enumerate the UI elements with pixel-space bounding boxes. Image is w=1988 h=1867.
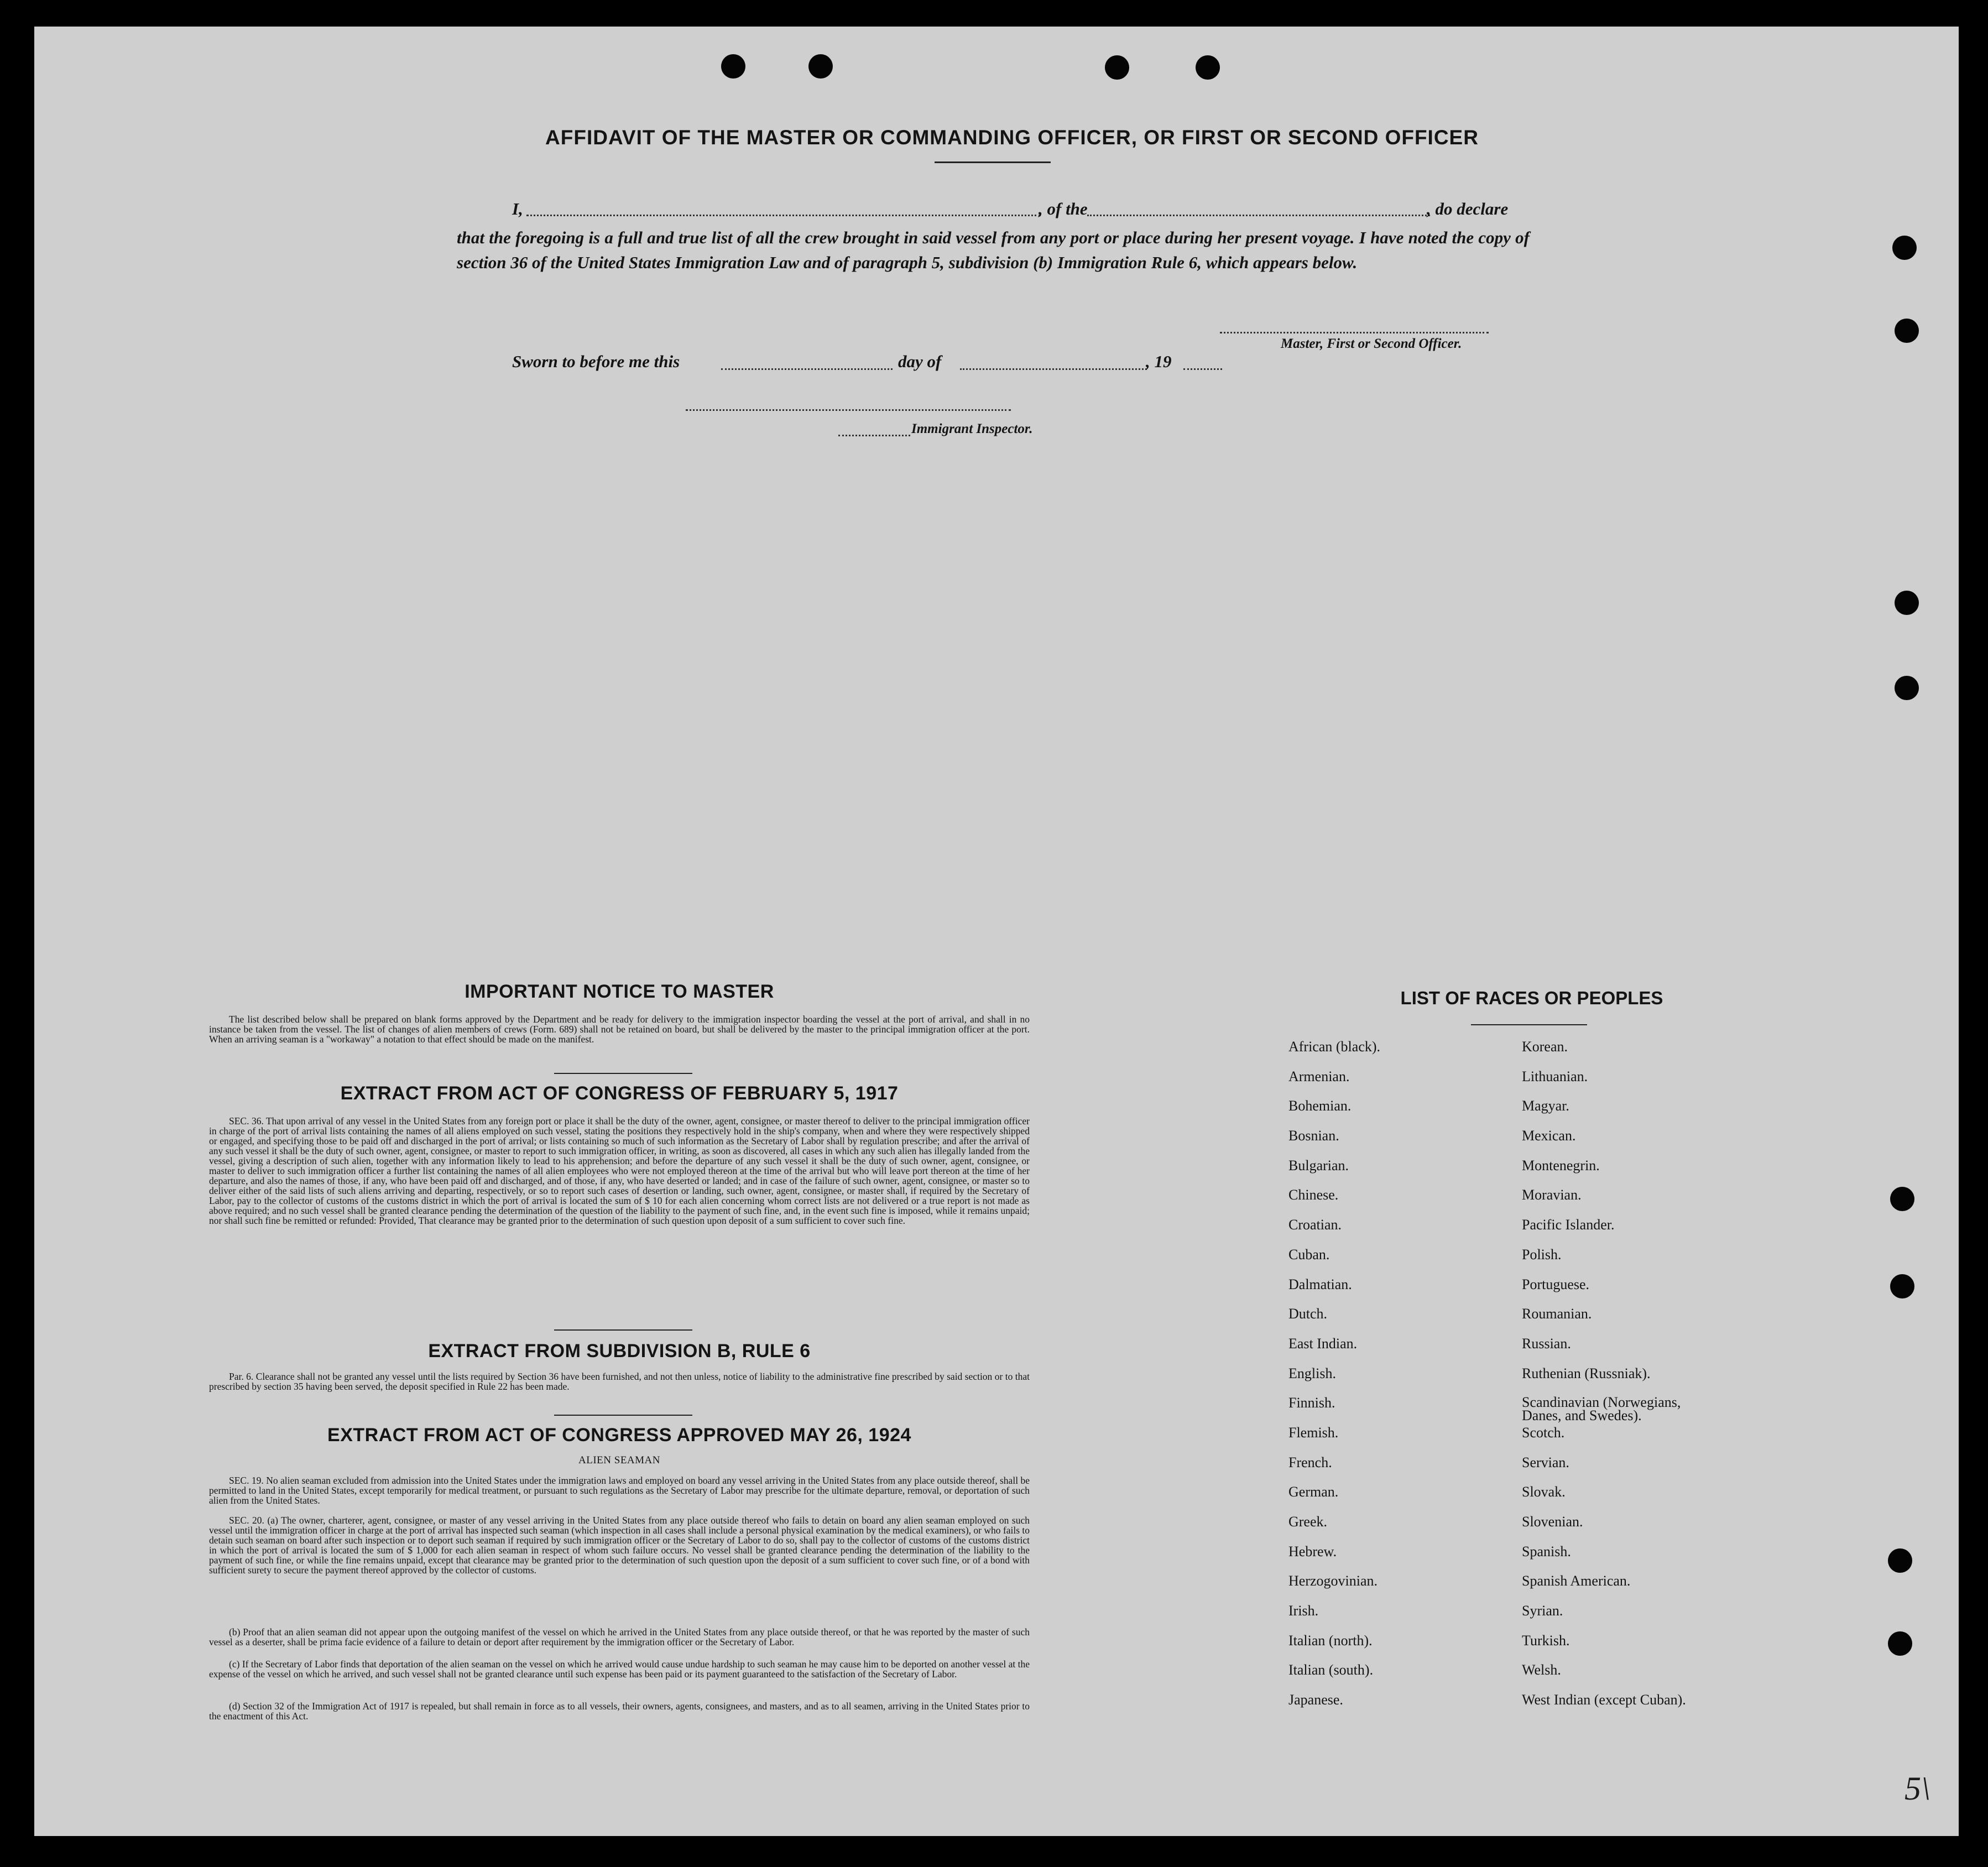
extract-1917-text: SEC. 36. That upon arrival of any vessel in the United States from any foreign port or place it shall be the duty of the owner, agent, consignee, or master thereof to deliver to the principal immigration officer in charge of the port of arrival lists containing the names of all aliens employed on such vessel, stating the positions they respectively hold in the ship's company, when and where they were respectively shipped or engaged, and specifying those to be paid off and discharged in the port of arrival; or lists containing so much of such information as the Secretary of Labor shall by regulation prescribe; and after the arrival of any such vessel it shall be the duty of such owner, agent, consignee, or master to report to such immigration officer, in writing, as soon as discovered, all cases in which any such alien has illegally landed from the vessel, giving a description of such alien, together with any information likely to lead to his apprehension; and before the departure of any such vessel it shall be the duty of such owner, agent, consignee, or master to deliver to such immigration officer a further list containing the names of all alien employees who were not employed thereon at the time of the arrival but who will leave port thereon at the time of her departure, and also the names of those, if any, who have been paid off and discharged, and of those, if any, who have deserted or landed; and in case of the failure of such owner, agent, consignee, or master so to deliver either of the said lists of such aliens arriving and departing, respectively, or so to report such cases of desertion or landing, such owner, agent, consignee, or master shall, if required by the Secretary of Labor, pay to the collector of customs of the customs district in which the port of arrival is located the sum of $ 10 for each alien concerning whom correct lists are not delivered or a true report is not made as above required; and no such vessel shall be granted clearance pending the determination of the question of the liability to the payment of such fine, and, in the event such fine is imposed, while it remains unpaid; nor shall such fine be remitted or refunded: Provided, That clearance may be granted prior to the determination of such question upon deposit of a sum sufficient to cover such fine. — [209, 1115, 1030, 1226]
race-item — [1522, 1456, 1721, 1485]
section-divider — [554, 1073, 692, 1074]
race-label: Flemish. — [1288, 1424, 1339, 1441]
affidavit-i: I, — [512, 199, 523, 218]
punch-hole — [1890, 1187, 1914, 1211]
races-divider — [1471, 1024, 1587, 1025]
race-item — [1522, 1634, 1721, 1663]
race-label: African (black). — [1288, 1039, 1381, 1055]
race-label: Slovak. — [1522, 1484, 1566, 1500]
race-label: Spanish. — [1522, 1543, 1571, 1560]
race-item — [1522, 1693, 1721, 1723]
race-item — [1288, 1070, 1380, 1099]
punch-hole — [1888, 1548, 1912, 1573]
extract-1924-sec20b: (b) Proof that an alien seaman did not appear upon the outgoing manifest of the vessel on which he arrived in the United States from any place outside thereof, or that he was reported by the master of such vessel as a deserter, shall be prima facie evidence of a failure to detain or deport after requirement by the immigration officer or the Secretary of Labor. — [209, 1626, 1030, 1647]
race-label: Welsh. — [1522, 1662, 1561, 1678]
race-item — [1288, 1515, 1380, 1545]
race-item — [1522, 1277, 1721, 1307]
punch-hole — [1895, 591, 1919, 615]
race-item — [1522, 1218, 1721, 1248]
race-item — [1288, 1277, 1380, 1307]
inspector-signature-line — [686, 409, 1011, 411]
affidavit-of-the: , of the — [1039, 199, 1088, 218]
race-item — [1288, 1604, 1380, 1634]
race-item — [1522, 1663, 1721, 1693]
race-label: English. — [1288, 1365, 1336, 1381]
sworn-year-label: , 19 — [1146, 352, 1172, 371]
race-label: Turkish. — [1522, 1632, 1570, 1649]
race-label: Irish. — [1288, 1603, 1319, 1619]
race-item — [1288, 1574, 1380, 1604]
race-label: Magyar. — [1522, 1098, 1569, 1114]
race-label: Russian. — [1522, 1335, 1571, 1352]
inspector-label: Immigrant Inspector. — [911, 421, 1033, 436]
punch-hole — [1892, 236, 1917, 260]
extract-1924-sec19: SEC. 19. No alien seaman excluded from admission into the United States under the immigration laws and employed on board any vessel arriving in the United States from any place outside thereof, shall be permitted to land in the United States, except temporarily for medical treatment, or pursuant to such regulations as the Secretary of Labor may prescribe for the ultimate departure, removal, or deportation of such alien from the United States. — [209, 1475, 1030, 1506]
race-label: Servian. — [1522, 1454, 1569, 1470]
sworn-year-blank — [1183, 368, 1222, 370]
master-signature-label: Master, First or Second Officer. — [1281, 336, 1462, 351]
alien-seaman-subtitle: ALIEN SEAMAN — [578, 1454, 660, 1466]
punch-hole — [1895, 319, 1919, 343]
sworn-prefix: Sworn to before me this — [512, 352, 680, 371]
race-label: Chinese. — [1288, 1187, 1339, 1203]
race-item — [1288, 1396, 1380, 1426]
races-title: LIST OF RACES OR PEOPLES — [1400, 988, 1663, 1008]
race-item — [1288, 1248, 1380, 1277]
race-item — [1288, 1159, 1380, 1188]
race-item — [1522, 1070, 1721, 1099]
race-label: East Indian. — [1288, 1335, 1358, 1352]
race-label: Bohemian. — [1288, 1098, 1352, 1114]
race-item — [1288, 1367, 1380, 1396]
notice-text: The list described below shall be prepared on blank forms approved by the Department and be ready for delivery to the immigration inspector boarding the vessel at the port of arrival, and shall in no instance be taken from the vessel. The list of changes of alien members of crews (Form. 689) shall not be retained on board, but shall be delivered by the master to the principal immigration officer at the port. When an arriving seaman is a "workaway" a notation to that effect should be made on the manifest. — [209, 1014, 1030, 1045]
race-item — [1522, 1159, 1721, 1188]
extract-1924-title: EXTRACT FROM ACT OF CONGRESS APPROVED MAY 26, 1924 — [327, 1425, 911, 1446]
race-label: Bosnian. — [1288, 1128, 1339, 1144]
sworn-day-label: day of — [898, 352, 942, 371]
race-label: Italian (south). — [1288, 1662, 1374, 1678]
margin-handwritten-mark: 5\ — [1904, 1770, 1930, 1807]
punch-hole — [1196, 55, 1220, 80]
race-label: Slovenian. — [1522, 1514, 1583, 1530]
section-divider — [554, 1415, 692, 1416]
race-item — [1288, 1307, 1380, 1337]
punch-hole — [808, 54, 833, 79]
race-label: German. — [1288, 1484, 1339, 1500]
race-label: Moravian. — [1522, 1187, 1582, 1203]
race-label: Mexican. — [1522, 1128, 1576, 1144]
race-label: Dutch. — [1288, 1306, 1328, 1322]
race-label: French. — [1288, 1454, 1332, 1470]
race-label: West Indian (except Cuban). — [1522, 1692, 1686, 1708]
race-item — [1288, 1188, 1380, 1218]
race-label: Polish. — [1522, 1246, 1562, 1263]
races-right-column — [1522, 1040, 1721, 1723]
races-left-column — [1288, 1040, 1380, 1723]
notice-title: IMPORTANT NOTICE TO MASTER — [465, 981, 774, 1002]
race-item — [1522, 1099, 1721, 1129]
race-label: Japanese. — [1288, 1692, 1343, 1708]
race-label: Scandinavian (Norwegians, Danes, and Swedes). — [1522, 1394, 1681, 1424]
race-label: Cuban. — [1288, 1246, 1330, 1263]
race-item — [1288, 1545, 1380, 1574]
vessel-blank — [1087, 215, 1430, 216]
race-item — [1288, 1456, 1380, 1485]
race-label: Lithuanian. — [1522, 1068, 1588, 1084]
race-item — [1522, 1188, 1721, 1218]
race-label: Ruthenian (Russniak). — [1522, 1365, 1651, 1381]
race-label: Bulgarian. — [1288, 1157, 1349, 1174]
race-item — [1288, 1129, 1380, 1159]
race-item — [1288, 1099, 1380, 1129]
race-item — [1522, 1574, 1721, 1604]
race-item — [1288, 1337, 1380, 1367]
punch-hole — [1105, 55, 1129, 80]
extract-1924-sec20a: SEC. 20. (a) The owner, charterer, agent, consignee, or master of any vessel arriving in the United States from any place outside thereof who fails to detain on board any alien seaman employed on such vessel until the immigration officer in charge at the port of arrival has inspected such seaman (which inspection in all cases shall include a personal physical examination by the medical examiners), or who fails to detain such seaman on board after such inspection or to deport such seaman if required by such immigration officer or the Secretary of Labor to do so, shall pay to the collector of customs of the customs district in which the port of arrival is located the sum of $ 1,000 for each alien seaman in respect of whom such failure occurs. No vessel shall be granted clearance pending the determination of the liability to the payment of such fine, or while the fine remains unpaid, except that clearance may be granted prior to the determination of such question upon the deposit of a sum sufficient to cover such fine, or of a bond with sufficient surety to secure the payment thereof approved by the collector of customs. — [209, 1515, 1030, 1576]
race-item — [1522, 1129, 1721, 1159]
race-label: Dalmatian. — [1288, 1276, 1352, 1292]
race-label: Scotch. — [1522, 1424, 1565, 1441]
affidavit-body: that the foregoing is a full and true list of all the crew brought in said vessel from any port or place during her present voyage. I have noted the copy of section 36 of the United States Immigration Law and of paragraph 5, subdivision (b) Immigration Rule 6, which appears below. — [457, 228, 1530, 272]
extract-1924-sec20d: (d) Section 32 of the Immigration Act of 1917 is repealed, but shall remain in force as to all vessels, their owners, agents, consignees, and masters, and as to all seamen, arriving in the United States prior to the enactment of this Act. — [209, 1701, 1030, 1722]
inspector-prefix-dots — [838, 435, 910, 436]
rule6-text: Par. 6. Clearance shall not be granted any vessel until the lists required by Section 36 have been furnished, and not then unless, notice of liability to the administrative fine prescribed by said section or to that prescribed by section 35 having been served, the deposit specified in Rule 22 has been made. — [209, 1371, 1030, 1392]
race-label: Greek. — [1288, 1514, 1328, 1530]
race-label: Croatian. — [1288, 1217, 1342, 1233]
race-item — [1288, 1040, 1380, 1070]
extract-1917-title: EXTRACT FROM ACT OF CONGRESS OF FEBRUARY 5, 1917 — [340, 1083, 899, 1104]
race-item — [1288, 1693, 1380, 1723]
punch-hole — [1888, 1631, 1912, 1656]
sworn-day-blank — [721, 368, 893, 370]
race-label: Hebrew. — [1288, 1543, 1337, 1560]
race-label: Roumanian. — [1522, 1306, 1592, 1322]
race-label: Italian (north). — [1288, 1632, 1373, 1649]
race-item — [1522, 1545, 1721, 1574]
race-item — [1522, 1040, 1721, 1070]
punch-hole — [721, 54, 745, 79]
race-label: Spanish American. — [1522, 1573, 1631, 1589]
race-label: Finnish. — [1288, 1395, 1335, 1411]
race-item — [1288, 1663, 1380, 1693]
race-label: Korean. — [1522, 1039, 1568, 1055]
race-label: Herzogovinian. — [1288, 1573, 1378, 1589]
name-blank — [526, 215, 1041, 216]
race-item — [1522, 1485, 1721, 1515]
race-item — [1288, 1485, 1380, 1515]
race-item — [1522, 1367, 1721, 1396]
rule6-title: EXTRACT FROM SUBDIVISION B, RULE 6 — [428, 1341, 811, 1362]
race-item — [1522, 1248, 1721, 1277]
extract-1924-sec20c: (c) If the Secretary of Labor finds that deportation of the alien seaman on the vessel on which he arrived would cause undue hardship to such seaman he may cause him to be deported on another vessel at the expense of the vessel on which he arrived, and such vessel shall not be granted clearance until such expense has been paid or its payment guaranteed to the satisfaction of the Secretary of Labor. — [209, 1659, 1030, 1680]
race-item — [1522, 1307, 1721, 1337]
race-label: Armenian. — [1288, 1068, 1350, 1084]
title-divider — [935, 161, 1051, 163]
race-item — [1288, 1634, 1380, 1663]
punch-hole — [1890, 1274, 1914, 1298]
master-signature-line — [1220, 332, 1489, 333]
sworn-month-blank — [960, 368, 1147, 370]
race-item — [1522, 1337, 1721, 1367]
punch-hole — [1895, 676, 1919, 700]
race-item — [1288, 1426, 1380, 1456]
race-item — [1522, 1515, 1721, 1545]
section-divider — [554, 1329, 692, 1331]
race-label: Montenegrin. — [1522, 1157, 1600, 1174]
race-item — [1288, 1218, 1380, 1248]
affidavit-title: AFFIDAVIT OF THE MASTER OR COMMANDING OFFICER, OR FIRST OR SECOND OFFICER — [545, 126, 1479, 149]
affidavit-declare: , do declare — [1427, 199, 1509, 218]
race-label: Portuguese. — [1522, 1276, 1590, 1292]
race-label: Pacific Islander. — [1522, 1217, 1615, 1233]
race-item — [1522, 1396, 1721, 1426]
race-item — [1522, 1426, 1721, 1456]
race-item — [1522, 1604, 1721, 1634]
race-label: Syrian. — [1522, 1603, 1563, 1619]
